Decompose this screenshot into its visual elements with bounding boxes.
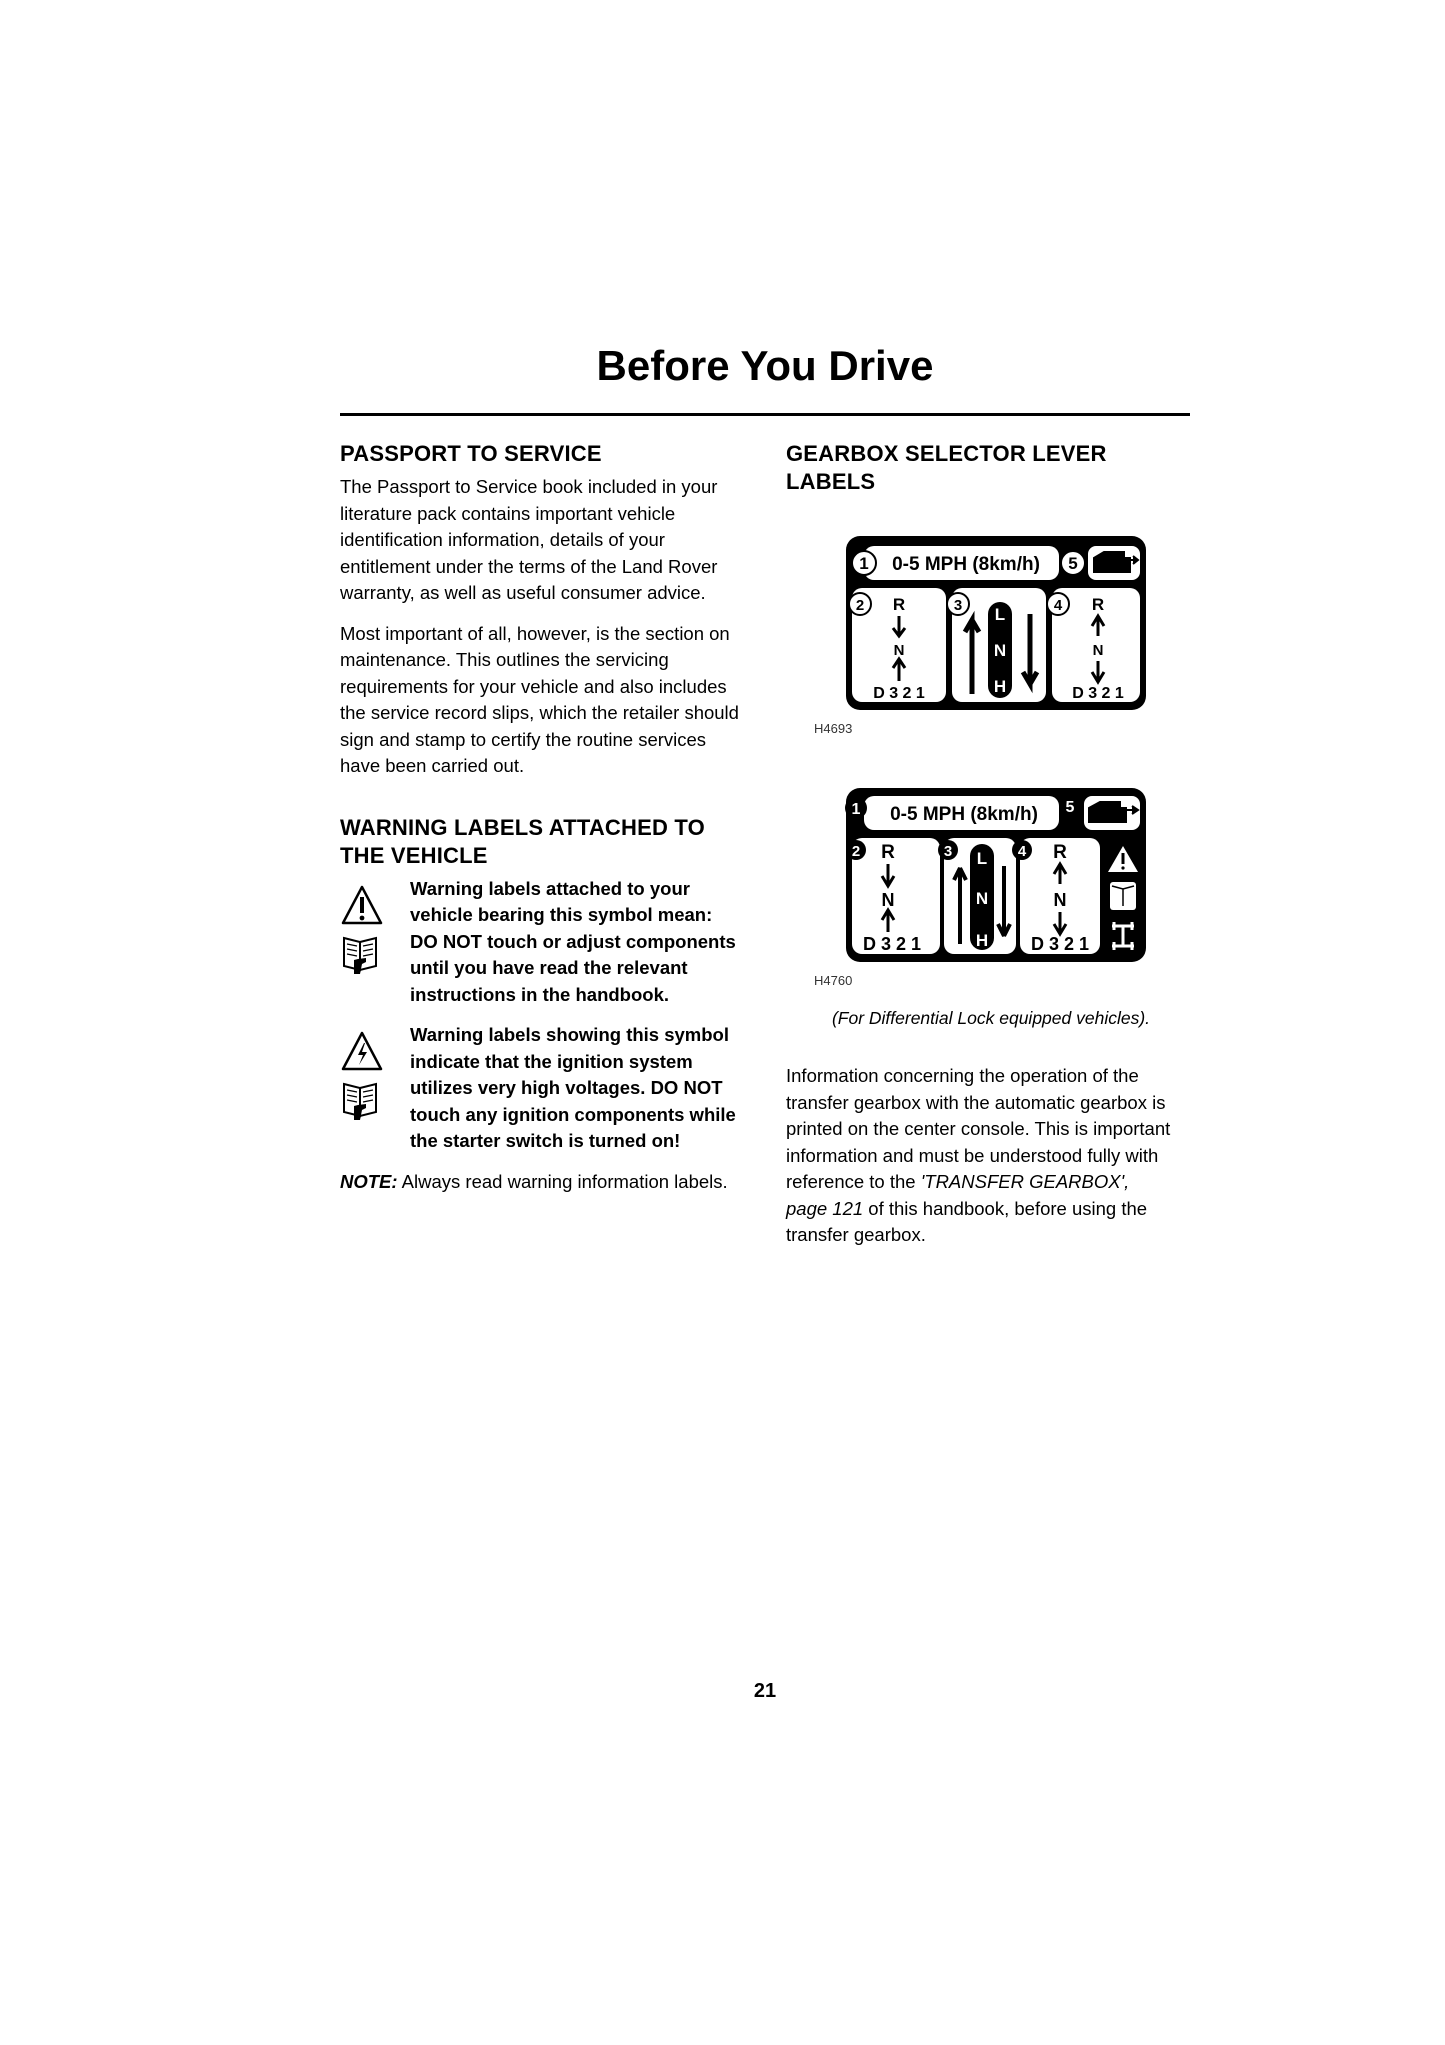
warning-labels-heading: WARNING LABELS ATTACHED TO THE VEHICLE xyxy=(340,814,705,868)
label-1-l: L xyxy=(994,605,1006,624)
note xyxy=(340,1169,740,1196)
gearbox-label-2-figure xyxy=(786,786,1196,988)
warning-item-2-text: Warning labels showing this symbol indicate that the ignition system utilizes very high voltages. DO NOT touch any ignition components while the starter switch is turned on! xyxy=(410,1024,736,1151)
label-1-d-right: D 3 2 1 xyxy=(1072,685,1124,702)
label-1-speed: 0-5 MPH (8km/h) xyxy=(892,554,1040,575)
gearbox-label-1 xyxy=(844,534,1254,712)
label-1-h: H xyxy=(993,677,1007,696)
warning-item-2 xyxy=(340,1022,740,1155)
warning-item-1 xyxy=(340,876,740,1009)
label-1-num-4: 4 xyxy=(1053,597,1063,614)
label-2-num-3: 3 xyxy=(943,843,953,860)
label-1-num-2: 2 xyxy=(855,597,865,614)
high-voltage-icon xyxy=(340,1030,384,1072)
passport-paragraph-1: The Passport to Service book included in your literature pack contains important vehicle identification information, details of your entitlement under the terms of the Land Rover warranty, as well as useful consumer advice. xyxy=(340,476,718,603)
label-2-speed: 0-5 MPH (8km/h) xyxy=(890,804,1038,825)
page-number: 21 xyxy=(753,1680,777,1702)
passport-paragraph-2: Most important of all, however, is the section on maintenance. This outlines the servicing requirements for your vehicle and also includes the service record slips, which the retailer should sign and stamp to certify the routine services have been carried out. xyxy=(340,622,739,776)
label-2-num-1: 1 xyxy=(851,801,861,818)
warning-triangle-icon xyxy=(340,884,384,926)
label-1-r-right: R xyxy=(1091,595,1105,614)
transfer-gearbox-reference[interactable]: 'TRANSFER GEARBOX', xyxy=(920,1171,1130,1192)
figure-id-2: H4760 xyxy=(814,973,853,988)
right-column xyxy=(786,440,1196,1249)
gearbox-label-1-figure xyxy=(786,534,1196,736)
label-2-n-mid: N xyxy=(975,889,989,908)
page-title: Before You Drive xyxy=(596,342,934,389)
title-rule xyxy=(340,413,1190,416)
label-2-n-left: N xyxy=(881,890,895,910)
label-1-num-5: 5 xyxy=(1068,554,1078,573)
handbook-icon xyxy=(340,932,382,976)
label-1-num-1: 1 xyxy=(859,554,869,573)
warning-item-1-icons xyxy=(340,876,410,1009)
label-1-n-left: N xyxy=(893,642,905,659)
label-2-d-right: D 3 2 1 xyxy=(1030,934,1090,954)
passport-heading: PASSPORT TO SERVICE xyxy=(340,441,602,466)
label-1-d-left: D 3 2 1 xyxy=(873,685,925,702)
gearbox-label-2 xyxy=(844,786,1254,964)
label-2-r-left: R xyxy=(881,842,895,863)
warning-item-2-icons xyxy=(340,1022,410,1155)
label-1-r-left: R xyxy=(892,595,906,614)
figure-id-1: H4693 xyxy=(814,721,853,736)
label-1-n-mid: N xyxy=(993,641,1007,660)
gearbox-info-text: Information concerning the operation of the transfer gearbox with the automatic gearbox is printed on the center console. This is important information and must be understood fully with reference to the xyxy=(786,1065,1171,1192)
label-2-d-left: D 3 2 1 xyxy=(862,934,922,954)
label-2-num-2: 2 xyxy=(851,843,861,860)
label-2-h: H xyxy=(975,931,989,950)
label-2-num-4: 4 xyxy=(1017,843,1027,860)
label-1-num-3: 3 xyxy=(953,597,963,614)
warning-item-1-text: Warning labels attached to your vehicle bearing this symbol mean: DO NOT touch or adjust components until you have read the relevant instructions in the handbook. xyxy=(410,877,736,1005)
note-text: Always read warning information labels. xyxy=(397,1170,728,1192)
gearbox-info-paragraph xyxy=(786,1063,1196,1249)
label-2-num-5: 5 xyxy=(1065,799,1075,816)
gearbox-info-end: of this handbook, before using the transfer gearbox. xyxy=(786,1197,1148,1245)
label-2-r-right: R xyxy=(1053,842,1067,863)
note-label: NOTE: xyxy=(340,1170,398,1192)
figure-caption: (For Differential Lock equipped vehicles). xyxy=(831,1008,1151,1028)
label-1-n-right: N xyxy=(1092,642,1104,659)
left-column xyxy=(340,440,740,1195)
gearbox-heading: GEARBOX SELECTOR LEVER LABELS xyxy=(786,441,1107,494)
label-2-l: L xyxy=(976,849,988,868)
handbook-icon xyxy=(340,1078,382,1122)
page-reference[interactable]: page 121 xyxy=(786,1197,864,1219)
label-2-n-right: N xyxy=(1053,890,1067,910)
